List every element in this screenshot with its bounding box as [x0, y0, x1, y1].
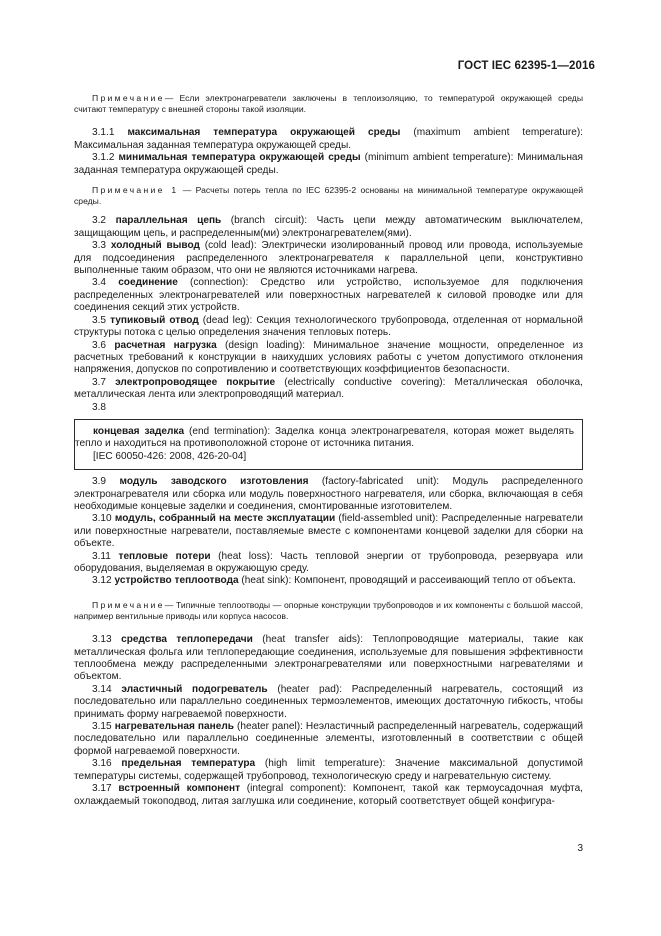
term-3-4: 3.4 соединение (connection): Средство или устройство, используемое для подключения распределенных электронагревателей или поверхностных нагревателей к силовой проводке или для соединения секций этих устройств.	[74, 277, 583, 314]
term-3-12: 3.12 устройство теплоотвода (heat sink): Компонент, проводящий и рассеивающий тепло от объекта.	[92, 575, 576, 587]
term-3-9: 3.9 модуль заводского изготовления (factory-fabricated unit): Модуль распределенного электронагревателя или сборка или модуль поверхностного нагревателя, или сборка, включающая в себя необходимые концевые заделки и соединения, смонтированные изготовителем.	[74, 476, 583, 512]
term-3-11: 3.11 тепловые потери (heat loss): Часть тепловой энергии от трубопровода, резервуара или оборудования, выделяемая в окружающую среду.	[74, 550, 583, 574]
note-top: Примечание— Если электронагреватели заключены в теплоизоляцию, то температурой окружающей среды считают температуру с внешней стороны такой изоляции.	[74, 93, 583, 115]
box-definition: концевая заделка (end termination): Заделка конца электронагревателя, которая может выделять тепло и находиться на противоположной стороне от источника питания.	[75, 425, 575, 450]
term-3-7: 3.7 электропроводящее покрытие (electrically conductive covering): Металлическая оболочка, металлическая лента или электропроводящий материал.	[74, 376, 583, 401]
term-3-1-1: 3.1.1 максимальная температура окружающей среды (maximum ambient temperature): Максимальная заданная температура окружающей среды.	[74, 127, 583, 151]
page-content	[74, 93, 583, 808]
term-3-14: 3.14 эластичный подогреватель (heater pad): Распределенный нагреватель, состоящий из последовательно или параллельно соединенных термоэлементов, имеющих достаточную гибкость, чтобы принимать форму нагреваемой поверхности.	[74, 683, 583, 720]
note-1: Примечание 1 — Расчеты потерь тепла по IEC 62395-2 основаны на минимальной температуре окружающей среды.	[74, 185, 583, 207]
term-3-2: 3.2 параллельная цепь (branch circuit): Часть цепи между автоматическим выключателем, защищающим цепь, и распределенным(ми) электронагревателем(ями).	[74, 215, 583, 239]
document-header: ГОСТ IEC 62395-1—2016	[457, 60, 595, 72]
term-3-17: 3.17 встроенный компонент (integral component): Компонент, такой как термоусадочная муфта, охлаждаемый токоподвод, литая заглушка или соединение, который соответствует общей конфигура-	[74, 783, 583, 807]
term-3-5: 3.5 тупиковый отвод (dead leg): Секция технологического трубопровода, отделенная от нормальной структуры потока с целью определения значения тепловых потерь.	[74, 314, 583, 339]
term-3-1-2: 3.1.2 минимальная температура окружающей среды (minimum ambient temperature): Минимальная заданная температура окружающей среды.	[74, 152, 583, 176]
term-3-15: 3.15 нагревательная панель (heater panel): Неэластичный распределенный нагреватель, содержащий последовательно или параллельно соединенные элементы, изготовленный в соответствии с общей формой нагреваемой поверхности.	[74, 721, 583, 757]
term-3-8: 3.8	[92, 401, 107, 413]
term-3-16: 3.16 предельная температура (high limit temperature): Значение максимальной допустимой температуры системы, содержащей трубопровод, технологическую среду и нагревательную систему.	[74, 758, 583, 782]
box-source: [IEC 60050-426: 2008, 426-20-04]	[93, 450, 247, 462]
term-3-13: 3.13 средства теплопередачи (heat transfer aids): Теплопроводящие материалы, такие как металлическая фольга или теплопередающие соединения, используемые для повышения эффективности теплообмена между распределенными электронагревателями или поверхностными нагревателями и объектом.	[74, 634, 584, 683]
term-3-3: 3.3 холодный вывод (cold lead): Электрически изолированный провод или провода, используемые для подсоединения распределенного электронагревателя к параллельной цепи, конструктивно выполненные таким образом, что они не являются источниками нагрева.	[74, 240, 583, 277]
note-2: Примечание— Типичные теплоотводы — опорные конструкции трубопроводов и их компоненты с большой массой, например вентильные приводы или корпуса насосов.	[74, 599, 583, 622]
definition-box	[74, 419, 583, 470]
term-3-10: 3.10 модуль, собранный на месте эксплуатации (field-assembled unit): Распределенные нагреватели или поверхностные нагреватели, поставляемые вместе с компонентами концевой заделки для сборки на объекте.	[74, 513, 583, 550]
page-number: 3	[577, 843, 583, 854]
term-3-6: 3.6 расчетная нагрузка (design loading): Минимальное значение мощности, определенное из расчетных требований к конструкции в наихудших условиях работы с учетом допустимого отклонения напряжения, допусков по сопротивлению и соответствующих коэффициентов безопасности.	[74, 339, 583, 376]
